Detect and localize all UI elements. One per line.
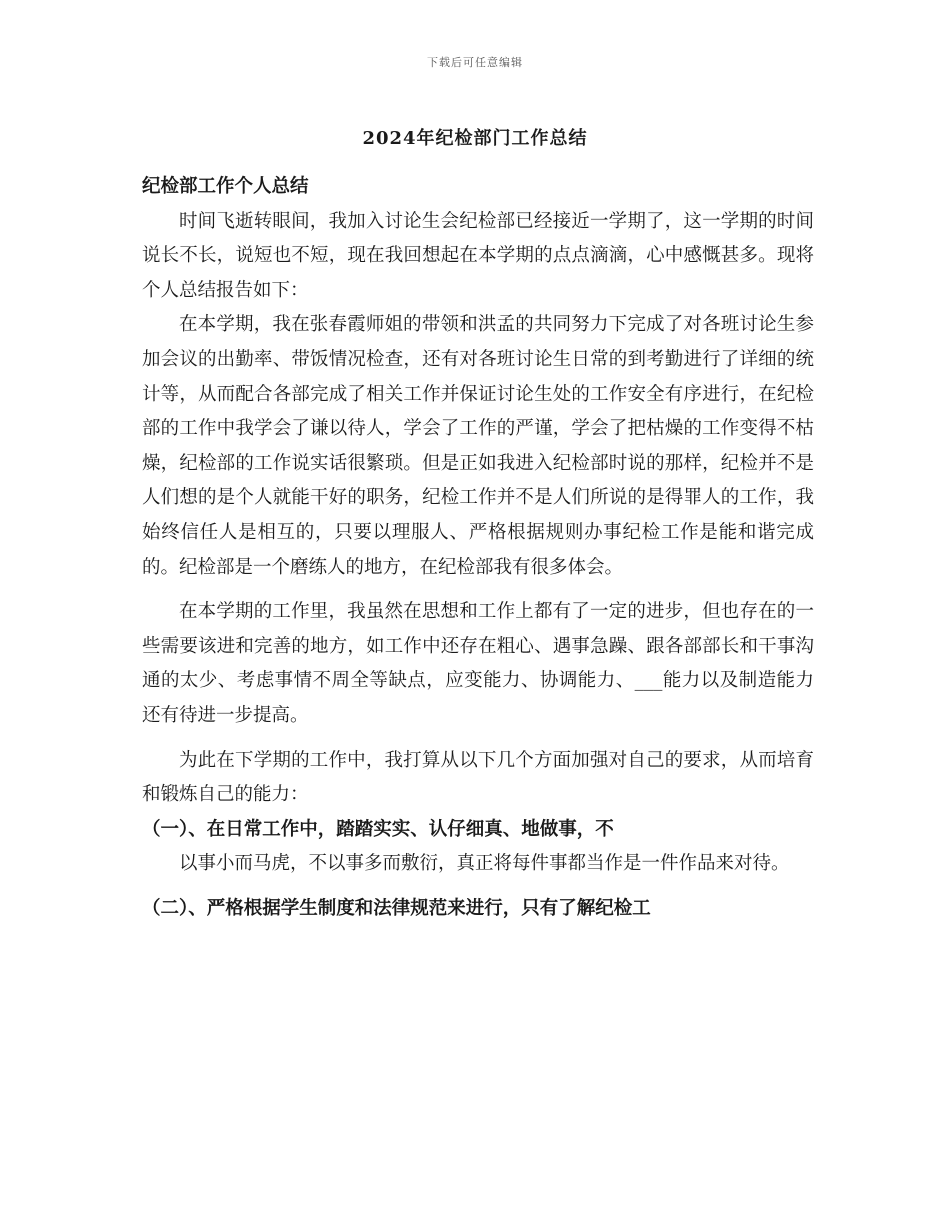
plan-item-2-heading: （二）、严格根据学生制度和法律规范来进行，只有了解纪检工: [142, 897, 651, 919]
paragraph-intro: 时间飞逝转眼间，我加入讨论生会纪检部已经接近一学期了，这一学期的时间说长不长，说短也不短，现在我回想起在本学期的点点滴滴，心中感慨甚多。现将个人总结报告如下：: [142, 210, 814, 301]
document-body: [142, 170, 814, 926]
document-title: 2024年纪检部门工作总结: [362, 128, 588, 149]
paragraph-work-summary: 在本学期，我在张春霞师姐的带领和洪孟的共同努力下完成了对各班讨论生参加会议的出勤率、带饭情况检查，还有对各班讨论生日常的到考勤进行了详细的统计等，从而配合各部完成了相关工作并保证讨论生处的工作安全有序进行，在纪检部的工作中我学会了谦以待人，学会了工作的严谨，学会了把枯燥的工作变得不枯燥，纪检部的工作说实话很繁琐。但是正如我进入纪检部时说的那样，纪检并不是人们想的是个人就能干好的职务，纪检工作并不是人们所说的是得罪人的工作，我始终信任人是相互的，只要以理服人、严格根据规则办事纪检工作是能和谐完成的。纪检部是一个磨练人的地方，在纪检部我有很多体会。: [142, 314, 814, 578]
plan-item-1-body: 以事小而马虎，不以事多而敷衍，真正将每件事都当作是一件作品来对待。: [179, 853, 790, 875]
plan-item-1-heading: （一）、在日常工作中，踏踏实实、认仔细真、地做事，不: [142, 818, 614, 840]
paragraph-plan-intro: 为此在下学期的工作中，我打算从以下几个方面加强对自己的要求，从而培育和锻炼自己的能力：: [142, 749, 814, 806]
section-subtitle: 纪检部工作个人总结: [142, 176, 309, 197]
page-header-note: 下载后可任意编辑: [427, 56, 523, 69]
paragraph-shortcomings: 在本学期的工作里，我虽然在思想和工作上都有了一定的进步，但也存在的一些需要该进和完善的地方，如工作中还存在粗心、遇事急躁、跟各部部长和干事沟通的太少、考虑事情不周全等缺点，应变能力、协调能力、___能力以及制造能力还有待进一步提高。: [142, 601, 814, 726]
